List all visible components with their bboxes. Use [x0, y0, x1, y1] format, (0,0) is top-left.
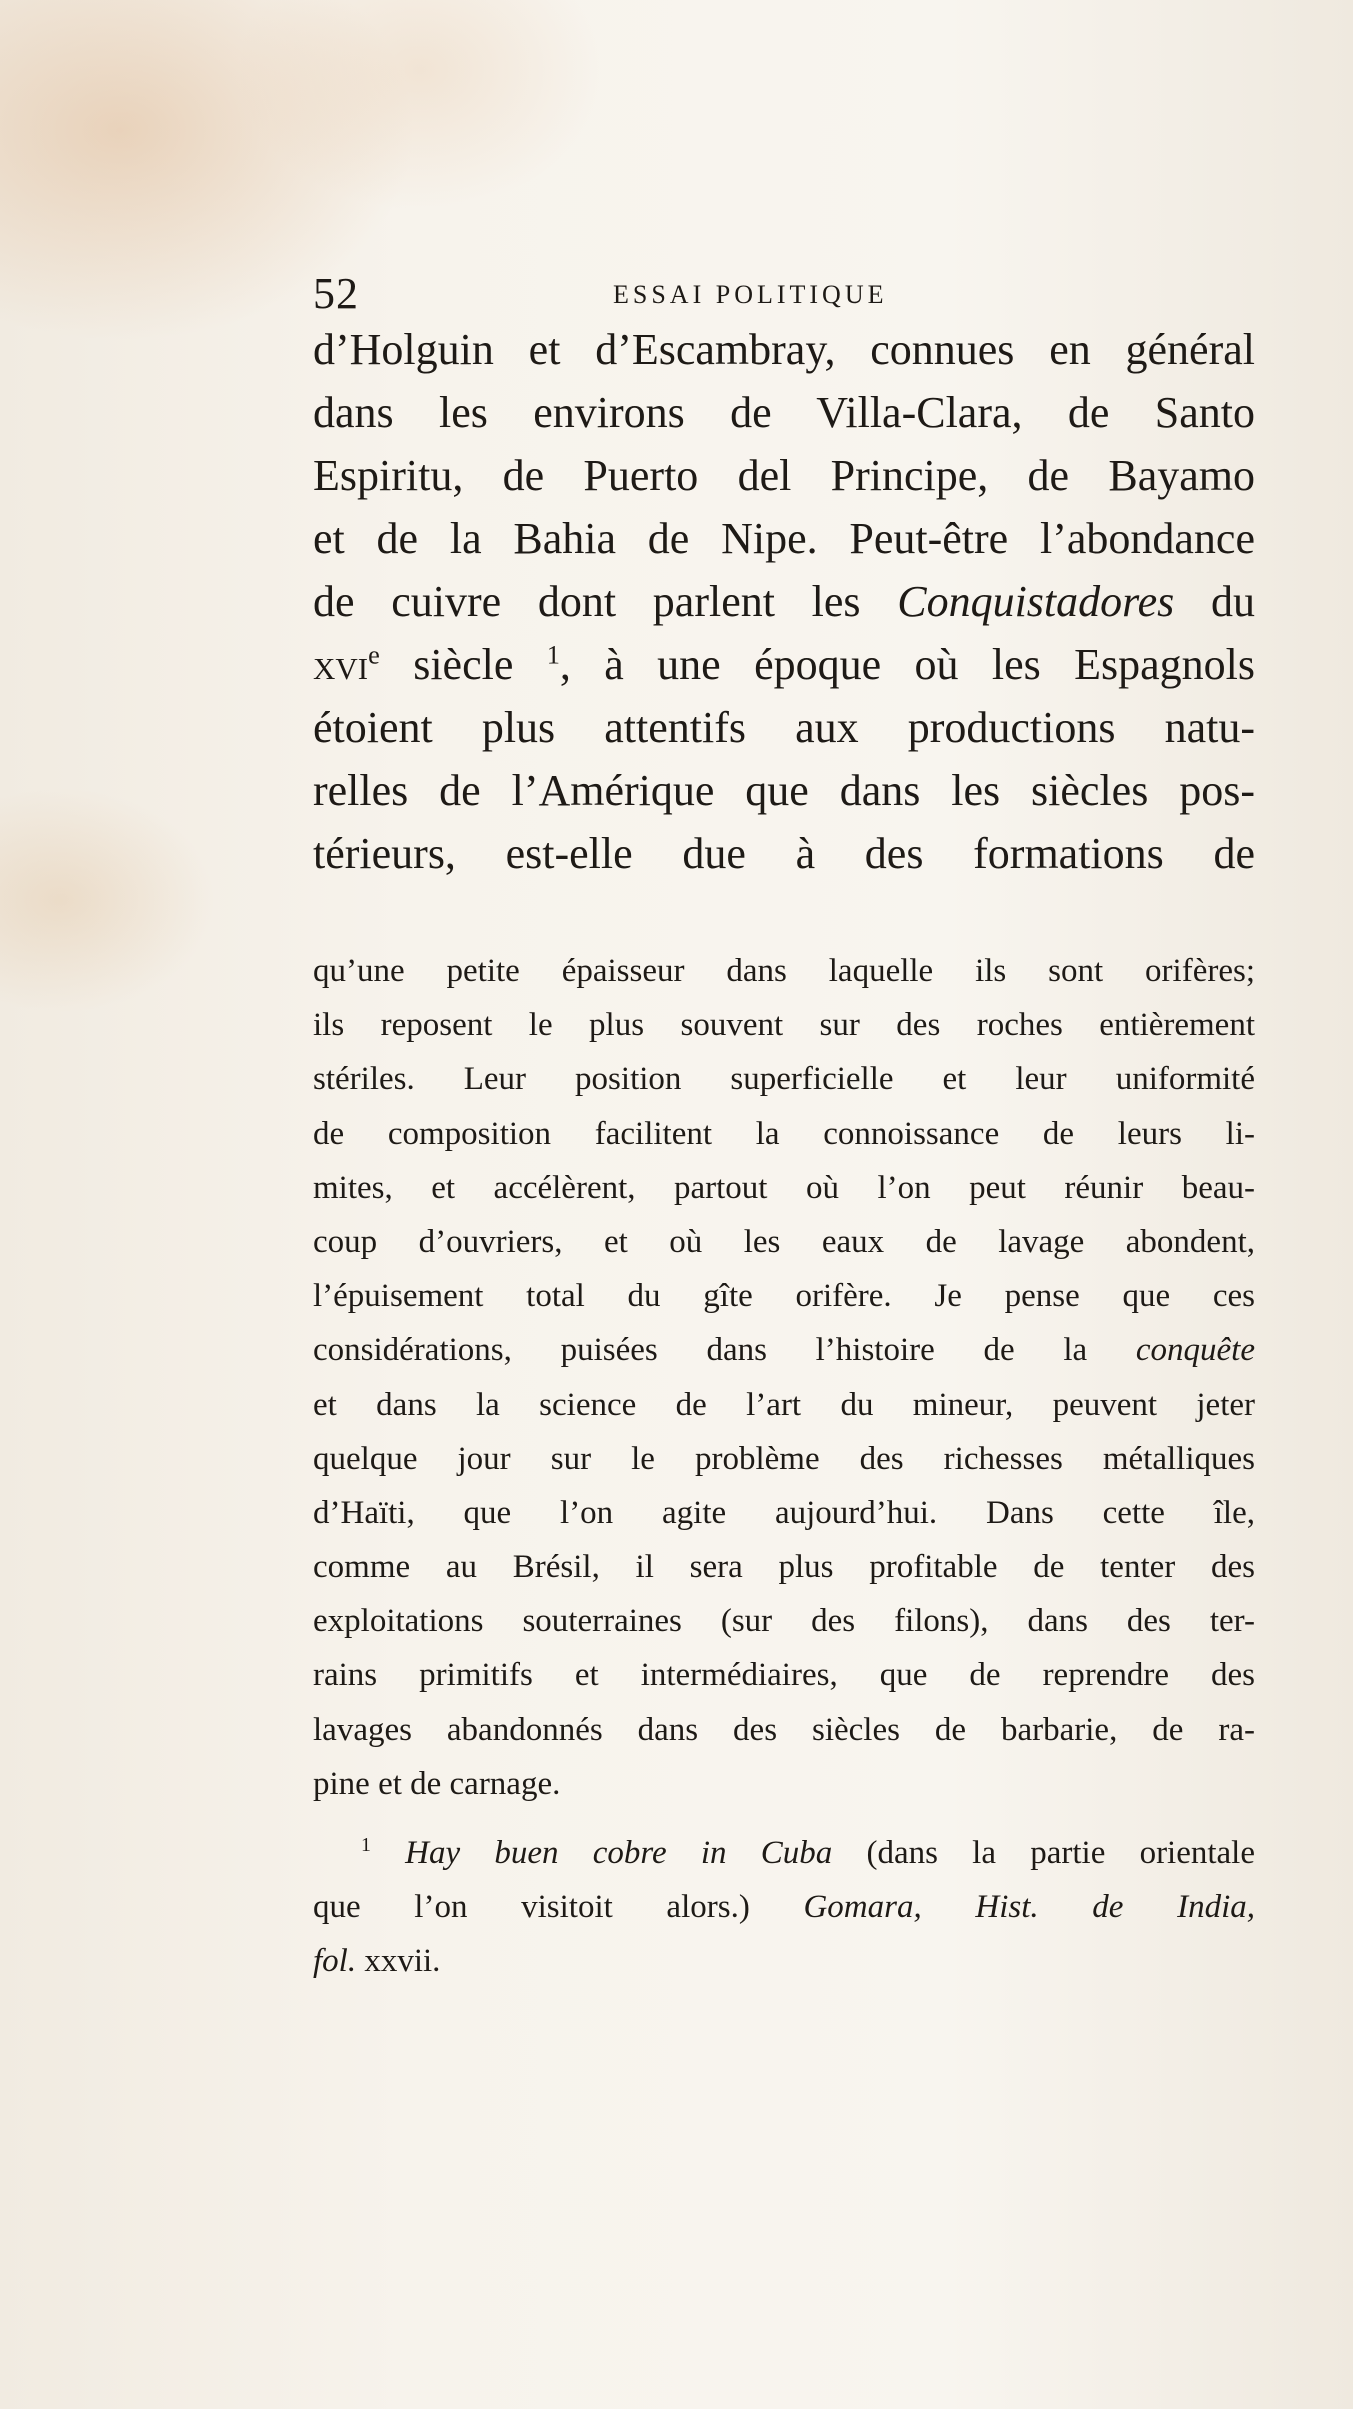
text-line: mites, et accélèrent, partout où l’on peut réunir beau- [313, 1169, 1255, 1206]
text-line: Espiritu, de Puerto del Principe, de Bayamo [313, 451, 1255, 500]
footnote-reference: 1 [546, 639, 560, 670]
footnote-italic: Gomara, Hist. de India, [803, 1889, 1255, 1925]
text-line: coup d’ouvriers, et où les eaux de lavage abondent, [313, 1223, 1255, 1260]
footnote-italic: fol. [313, 1943, 357, 1979]
text-line: pine et de carnage. [313, 1765, 561, 1802]
text-line: stériles. Leur position superficielle et leur uniformité [313, 1061, 1255, 1098]
italic-term: Conquistadores [897, 577, 1175, 626]
text-line: quelque jour sur le problème des richesses métalliques [313, 1440, 1255, 1477]
text-line: dans les environs de Villa-Clara, de Santo [313, 388, 1255, 437]
century-numeral: xvi [313, 640, 369, 689]
main-text-block [313, 318, 1255, 885]
text-line: qu’une petite épaisseur dans laquelle ils sont orifères; [313, 953, 1255, 989]
second-text-block [313, 944, 1255, 1811]
text-line: relles de l’Amérique que dans les siècles pos- [313, 766, 1255, 815]
text-line: et dans la science de l’art du mineur, peuvent jeter [313, 1386, 1255, 1423]
page-number: 52 [313, 269, 359, 318]
footnote-line [313, 1934, 1255, 1988]
text-line: exploitations souterraines (sur des filons), dans des ter- [313, 1603, 1255, 1640]
text-line: térieurs, est-elle due à des formations de [313, 829, 1255, 878]
footnote-line [313, 1826, 1255, 1880]
text-line: xvi$^e$ siècle $^1$, à une époque où les Espagnols [313, 639, 1255, 689]
century-suffix: e [368, 639, 380, 670]
footnote-text: xxvii. [356, 1943, 441, 1979]
text-line: et de la Bahia de Nipe. Peut-être l’abondance [313, 514, 1255, 563]
footnote [313, 1826, 1255, 1988]
text-line: de composition facilitent la connoissance de leurs li- [313, 1115, 1255, 1152]
footnote-marker: 1 [361, 1834, 371, 1856]
text-line: étoient plus attentifs aux productions natu- [313, 703, 1255, 752]
text-line: lavages abandonnés dans des siècles de barbarie, de ra- [313, 1711, 1255, 1748]
text-line: ils reposent le plus souvent sur des roches entièrement [313, 1007, 1255, 1044]
text-line: de cuivre dont parlent les Conquistadores du [313, 577, 1255, 626]
footnote-text: que l’on visitoit alors.) [313, 1889, 804, 1925]
footnote-line [313, 1880, 1255, 1934]
page-header [313, 268, 1255, 318]
footnote-text: (dans la partie orientale [832, 1835, 1256, 1871]
text-line: comme au Brésil, il sera plus profitable de tenter des [313, 1549, 1255, 1586]
italic-term: conquête [1135, 1332, 1255, 1369]
text-line: rains primitifs et intermédiaires, que de reprendre des [313, 1657, 1255, 1694]
text-line: considérations, puisées dans l’histoire de la conquête [313, 1332, 1255, 1369]
footnote-italic: Hay buen cobre in Cuba [405, 1835, 833, 1871]
running-head: ESSAI POLITIQUE [613, 280, 888, 309]
text-line: d’Haïti, que l’on agite aujourd’hui. Dans cette île, [313, 1494, 1255, 1531]
text-line: d’Holguin et d’Escambray, connues en général [313, 325, 1255, 374]
text-line: l’épuisement total du gîte orifère. Je pense que ces [313, 1278, 1255, 1315]
